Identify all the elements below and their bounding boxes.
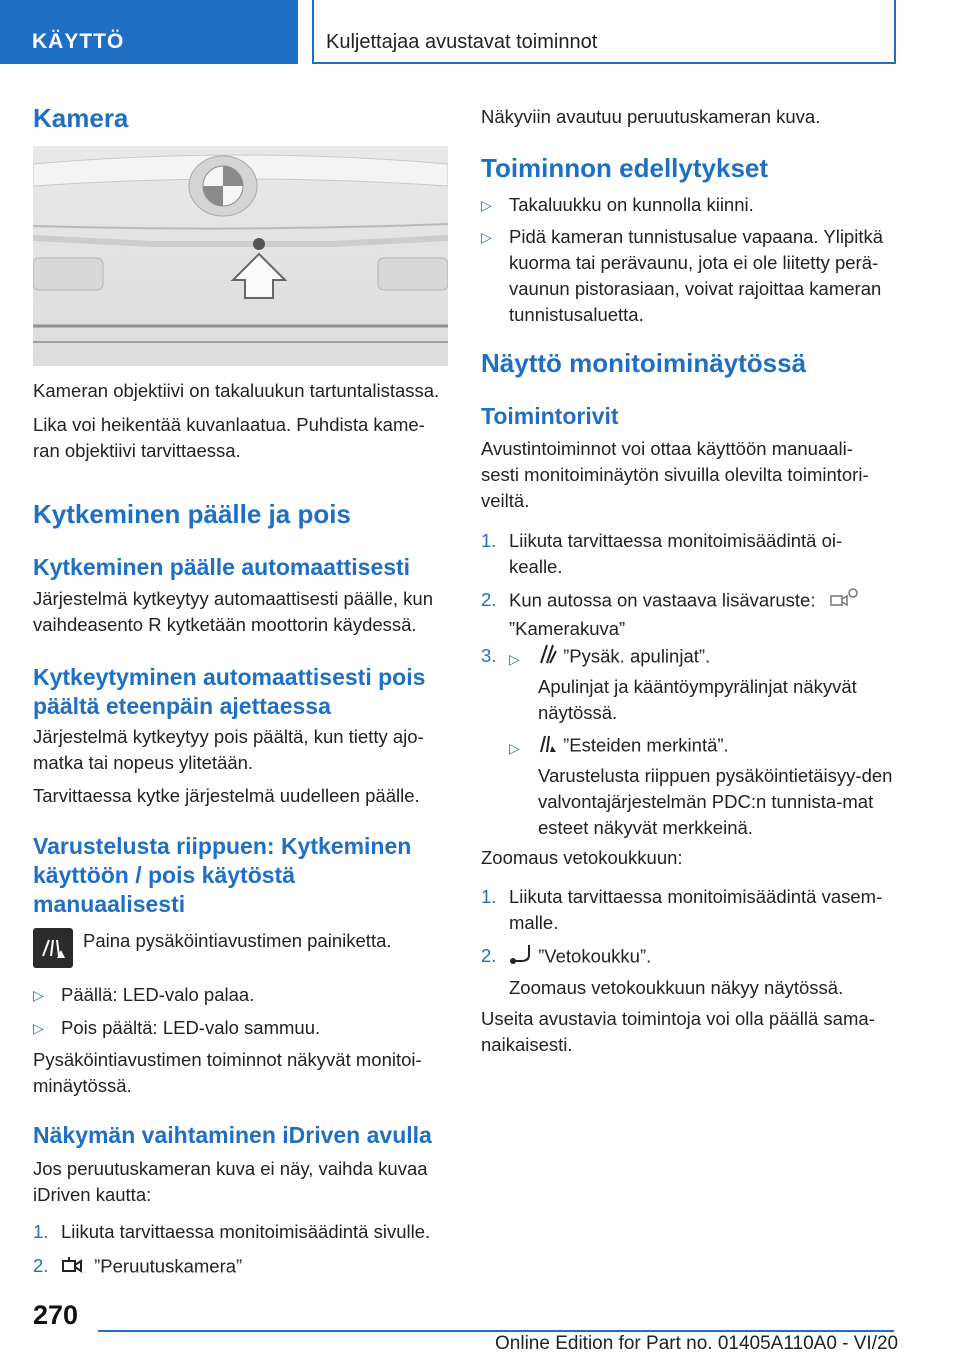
- list-item: [33, 982, 448, 1008]
- idrive-text: Jos peruutuskameran kuva ei näy, vaihda kuvaa iDriven kautta:: [33, 1158, 428, 1205]
- bullet-triangle-icon: ▷: [481, 229, 492, 245]
- list-item-text: Pidä kameran tunnistusalue vapaana. Ylipitkä kuorma tai perävaunu, jota ei ole liitetty perä-vaunun pistorasiaan, voivat rajoittaa kameran tunnistusaluetta.: [509, 226, 884, 325]
- footer-edition: Online Edition for Part no. 01405A110A0 - VI/20: [495, 1333, 899, 1354]
- bullet-triangle-icon: ▷: [509, 740, 520, 756]
- bullet-triangle-icon: ▷: [33, 987, 44, 1003]
- list-item-text: Kun autossa on vastaava lisävaruste: ”Kamerakuva”: [509, 587, 901, 642]
- list-item: [481, 224, 901, 328]
- list-item-text: Takaluukku on kunnolla kiinni.: [509, 194, 754, 215]
- step-number: 3.: [481, 645, 497, 666]
- step-number: 2.: [481, 589, 497, 610]
- step-number: 1.: [33, 1221, 49, 1242]
- bullet-triangle-icon: ▷: [481, 197, 492, 213]
- parking-lines-icon: [538, 643, 558, 672]
- list-item-text: Liikuta tarvittaessa monitoimisäädintä oi-kealle.: [509, 530, 843, 577]
- list-item: [481, 943, 901, 972]
- list-item: [481, 587, 901, 642]
- list-item: [481, 643, 901, 672]
- camera-caption: Kameran objektiivi on takaluukun tartuntalistassa.: [33, 380, 440, 401]
- list-item-text: ”Peruutuskamera”: [61, 1253, 448, 1282]
- chapter-tab: KÄYTTÖ: [0, 0, 298, 64]
- page-number: 270: [33, 1300, 79, 1330]
- list-item: [481, 732, 901, 761]
- list-item: [33, 1253, 448, 1282]
- display-heading: Näyttö monitoiminäytössä: [481, 348, 807, 378]
- park-assist-button-icon: [33, 928, 73, 968]
- step-number: 1.: [481, 886, 497, 907]
- requirements-heading: Toiminnon edellytykset: [481, 153, 769, 183]
- camera-note: Lika voi heikentää kuvanlaatua. Puhdista kame-ran objektiivi tarvittaessa.: [33, 414, 425, 461]
- camera-heading: Kamera: [33, 103, 129, 133]
- chapter-title: Kuljettajaa avustavat toiminnot: [312, 0, 896, 64]
- closing-text: Useita avustavia toimintoja voi olla päällä sama-naikaisesti.: [481, 1008, 875, 1055]
- rear-camera-icon: [61, 1253, 89, 1282]
- list-item: [481, 884, 901, 936]
- auto-on-heading: Kytkeminen päälle automaattisesti: [33, 554, 411, 580]
- intro-text: Näkyviin avautuu peruutuskameran kuva.: [481, 106, 821, 127]
- auto-off-heading: Kytkeytyminen automaattisesti pois päältä eteenpäin ajettaessa: [33, 664, 426, 719]
- list-item: [481, 528, 901, 580]
- list-item-text: Liikuta tarvittaessa monitoimisäädintä vasem-malle.: [509, 886, 883, 933]
- manual-text: Paina pysäköintiavustimen painiketta.: [83, 930, 392, 951]
- footer-rule: [98, 1330, 894, 1332]
- step-number: 1.: [481, 530, 497, 551]
- list-item: [33, 1219, 448, 1245]
- manual-heading: Varustelusta riippuen: Kytkeminen käyttöön / pois käytöstä manuaalisesti: [33, 833, 412, 917]
- switch-heading: Kytkeminen päälle ja pois: [33, 499, 351, 529]
- list-item-text: ”Esteiden merkintä”.: [538, 732, 901, 761]
- manual-after: Pysäköintiavustimen toiminnot näkyvät monitoi-minäytössä.: [33, 1049, 422, 1096]
- list-item-text: Päällä: LED-valo palaa.: [61, 984, 255, 1005]
- tow-hitch-icon: [509, 943, 533, 972]
- auto-off-text: Järjestelmä kytkeytyy pois päältä, kun tietty ajo-matka tai nopeus ylitetään.: [33, 726, 424, 773]
- list-item-text: Pois päältä: LED-valo sammuu.: [61, 1017, 321, 1038]
- list-item-text: ”Pysäk. apulinjat”.: [538, 643, 901, 672]
- bullet-triangle-icon: ▷: [509, 651, 520, 667]
- zoom-intro: Zoomaus vetokoukkuun:: [481, 847, 683, 868]
- function-bar-text: Avustintoiminnot voi ottaa käyttöön manuaali-sesti monitoiminäytön sivuilla olevilta toimintori-veiltä.: [481, 438, 869, 511]
- auto-off-text-2: Tarvittaessa kytke järjestelmä uudelleen päälle.: [33, 785, 420, 806]
- step3-b-desc: Varustelusta riippuen pysäköintietäisyy-den valvontajärjestelmän PDC:n tunnista-mat esteet näkyvät merkkeinä.: [538, 765, 893, 838]
- camera-view-icon: [829, 587, 859, 616]
- function-bar-heading: Toimintorivit: [481, 403, 619, 429]
- list-item-text: Liikuta tarvittaessa monitoimisäädintä sivulle.: [61, 1221, 431, 1242]
- list-item-text: ”Vetokoukku”.: [509, 943, 901, 972]
- list-item: [481, 192, 901, 218]
- obstacle-marking-icon: [538, 732, 558, 761]
- zoom-step2-desc: Zoomaus vetokoukkuun näkyy näytössä.: [509, 977, 844, 998]
- step-number: 2.: [33, 1255, 49, 1276]
- list-item: [33, 1015, 448, 1041]
- auto-on-text: Järjestelmä kytkeytyy automaattisesti päälle, kun vaihdeasento R kytketään moottorin käydessä.: [33, 588, 433, 635]
- step-number: 2.: [481, 945, 497, 966]
- camera-illustration: [33, 146, 448, 366]
- idrive-heading: Näkymän vaihtaminen iDriven avulla: [33, 1122, 432, 1148]
- bullet-triangle-icon: ▷: [33, 1020, 44, 1036]
- step3-a-desc: Apulinjat ja kääntöympyrälinjat näkyvät näytössä.: [538, 676, 857, 723]
